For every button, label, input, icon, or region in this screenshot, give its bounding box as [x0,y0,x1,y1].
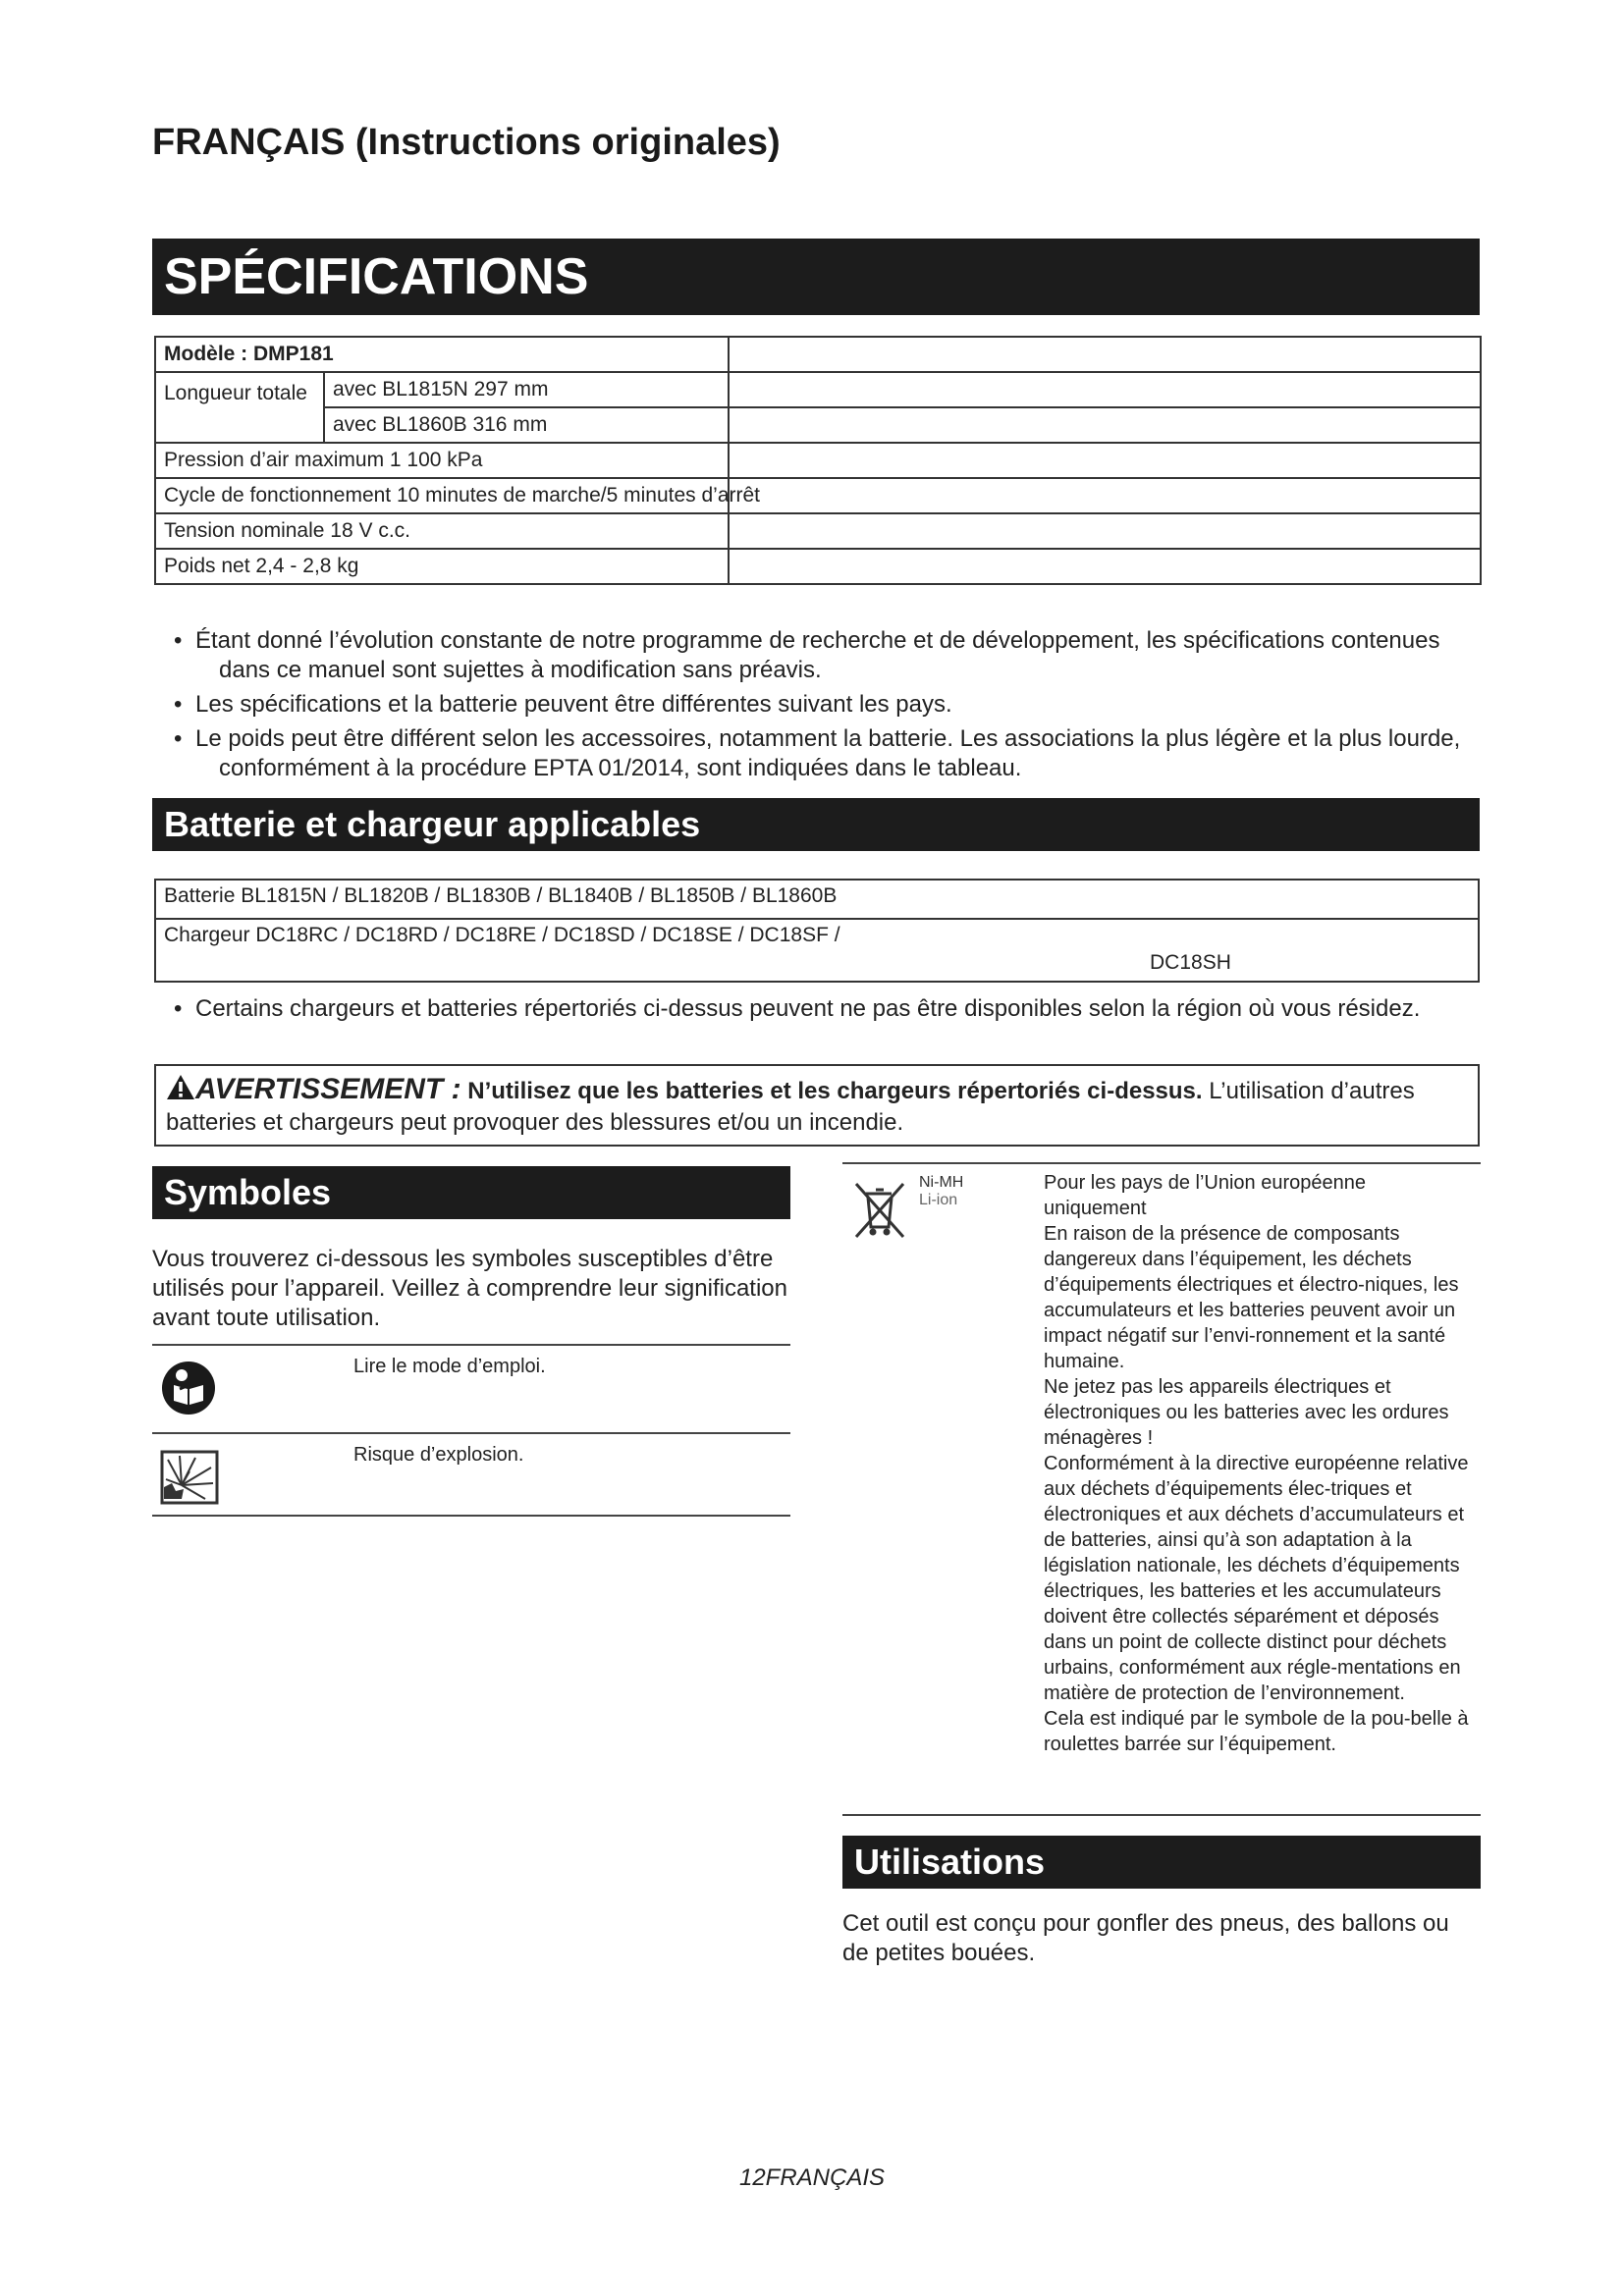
duty-cycle-value: 10 minutes de marche/5 minutes d’arrêt [396,484,760,507]
battery-charger-heading: Batterie et chargeur applicables [152,798,1480,851]
specifications-table [154,336,1482,585]
symbol-row-explosion [152,1432,790,1517]
battery-label: Batterie [164,884,236,907]
model-value: DMP181 [253,343,334,365]
spec-row-length-2 [155,407,1481,443]
spec-row-weight [155,549,1481,584]
list-item: • Les spécifications et la batterie peuvent être différentes suivant les pays. [174,691,952,718]
charger-models-continued: DC18SH [1150,951,1231,974]
spec-row-voltage [155,513,1481,549]
specifications-notes [152,626,1480,788]
pressure-label: Pression d’air maximum [164,449,385,471]
length-label-2: avec BL1860B [333,413,467,436]
weight-label: Poids net [164,555,250,577]
weee-badge [919,1174,963,1209]
charger-label: Chargeur [164,924,250,946]
page-footer [0,2164,1624,2192]
battery-notes [152,994,1480,1029]
spec-row-pressure [155,443,1481,478]
list-item: • Certains chargeurs et batteries répertoriés ci-dessus peuvent ne pas être disponibles selon la région où vous résidez. [174,995,1421,1022]
list-item: • Étant donné l’évolution constante de notre programme de recherche et de développement, les spécifications contenues dans ce manuel sont sujettes à modification sans préavis. [174,627,1440,683]
spec-row-length-1 [155,372,1481,407]
weight-value: 2,4 - 2,8 kg [255,555,359,577]
page-language: FRANÇAIS [765,2164,886,2191]
battery-charger-table [154,879,1480,983]
badge-liion: Li-ion [919,1192,958,1208]
badge-nimh: Ni-MH [919,1174,964,1191]
battery-row [155,880,1479,919]
explosion-risk-icon [160,1450,219,1505]
page-language-title: FRANÇAIS (Instructions originales) [152,122,781,163]
voltage-value: 18 V c.c. [330,519,410,542]
length-label-1: avec BL1815N [333,378,468,400]
warning-title: AVERTISSEMENT : [195,1073,461,1105]
explosion-risk-text: Risque d’explosion. [353,1444,524,1466]
warning-box [154,1064,1480,1147]
pressure-value: 1 100 kPa [389,449,483,471]
warning-text: L’utilisation d’autres batteries et chargeurs peut provoquer des blessures et/ou un incendie. [166,1078,1415,1136]
voltage-label: Tension nominale [164,519,325,542]
weee-disposal-block [842,1162,1481,1816]
symbol-row-read-manual [152,1344,790,1432]
model-label: Modèle : [164,343,248,365]
read-manual-icon [160,1360,217,1416]
list-item: • Le poids peut être différent selon les accessoires, notamment la batterie. Les associations la plus légère et la plus lourde, conformément à la procédure EPTA 01/2014, sont indiquées dans le tableau. [174,725,1461,781]
length-label: Longueur totale [155,372,324,443]
battery-models: BL1815N / BL1820B / BL1830B / BL1840B / BL1850B / BL1860B [241,884,838,907]
usage-text: Cet outil est conçu pour gonfler des pneus, des ballons ou de petites bouées. [842,1910,1449,1966]
length-value-1: 297 mm [473,378,549,400]
page-number: 12 [738,2164,766,2191]
symbols-heading: Symboles [152,1166,790,1219]
read-manual-text: Lire le mode d’emploi. [353,1356,546,1377]
weee-text: Pour les pays de l’Union européenne uniquement En raison de la présence de composants dangereux dans l’équipement, les déchets d’équipements électriques et électro-niques, les accumulateurs et les batteries peuvent avoir un impact négatif sur l’envi-ronnement et la santé humaine. Ne jetez pas les appareils électriques et électroniques ou les batteries avec les ordures ménagères ! Conformément à la directive européenne relative aux déchets d’équipements élec-triques et électroniques et aux déchets d’accumulateurs et de batteries, ainsi qu’à son adaptation à la législation nationale, les déchets d’équipements électriques, les batteries et les accumulateurs doivent être collectés séparément et déposés dans un point de collecte distinct pour déchets urbains, conformément aux régle-mentations en matière de protection de l’environnement. Cela est indiqué par le symbole de la pou-belle à roulettes barrée sur l’équipement. [1044,1172,1469,1755]
specifications-heading: SPÉCIFICATIONS [152,239,1480,315]
crossed-bin-icon [852,1180,907,1243]
charger-models: DC18RC / DC18RD / DC18RE / DC18SD / DC18SE / DC18SF / [255,924,840,946]
symbols-intro: Vous trouverez ci-dessous les symboles susceptibles d’être utilisés pour l’appareil. Veillez à comprendre leur signification avant toute utilisation. [152,1246,788,1331]
spec-row-duty-cycle [155,478,1481,513]
warning-lead: N’utilisez que les batteries et les chargeurs répertoriés ci-dessus. [467,1078,1203,1104]
spec-row-model [155,337,1481,372]
length-value-2: 316 mm [472,413,548,436]
charger-row [155,919,1479,982]
warning-icon [166,1074,195,1100]
usage-heading: Utilisations [842,1836,1481,1889]
duty-cycle-label: Cycle de fonctionnement [164,484,392,507]
